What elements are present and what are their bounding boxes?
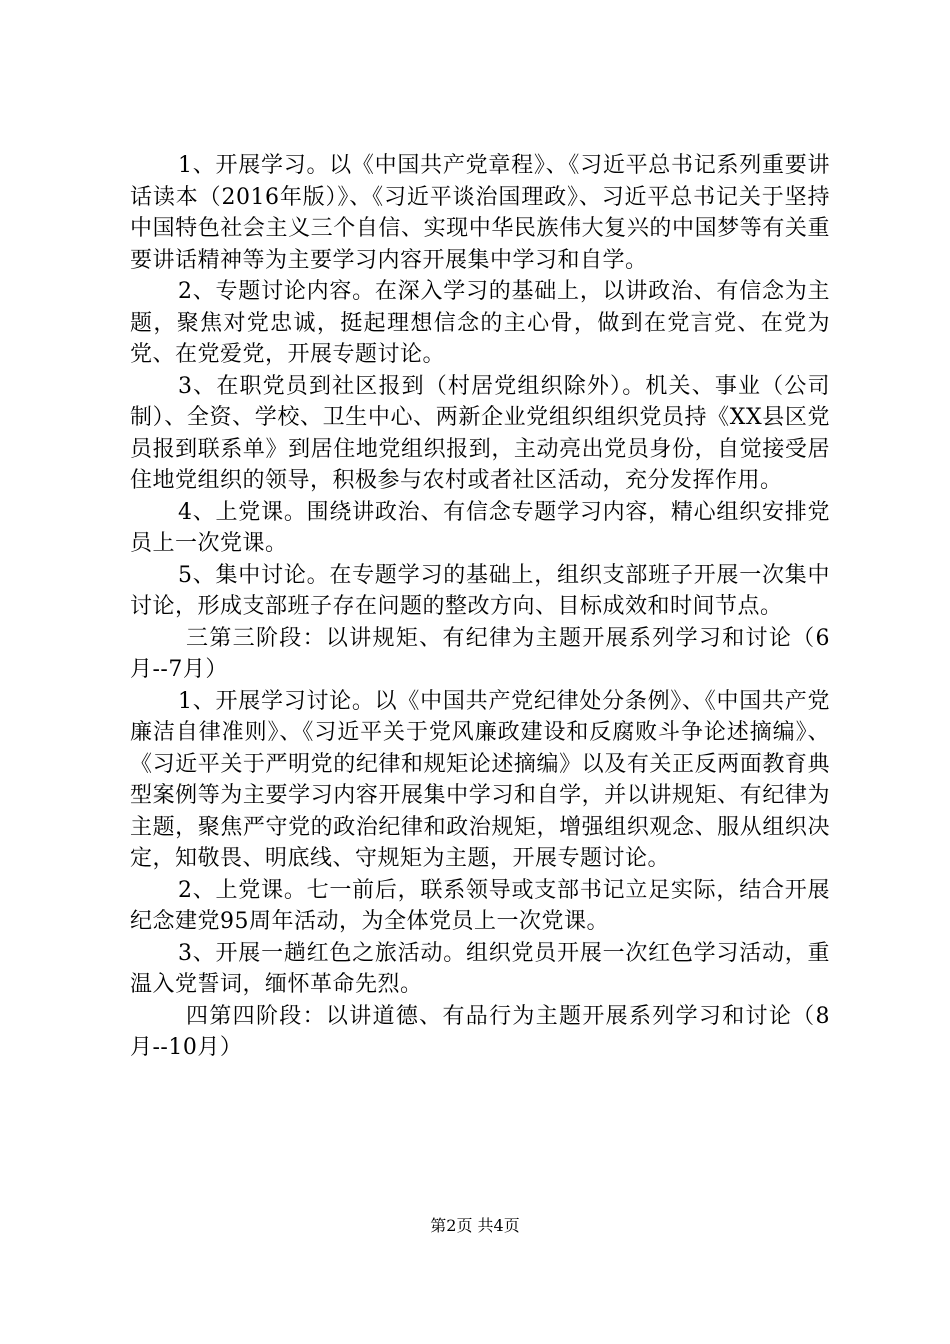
page-number-footer: 第2页 共4页 xyxy=(430,1216,520,1235)
paragraph-study: 1、开展学习。以《中国共产党章程》、《习近平总书记系列重要讲话读本（2016年版）》、《习近平谈治国理政》、习近平总书记关于坚持中国特色社会主义三个自信、实现中华民族伟大复兴的中国梦等有关重要讲话精神等为主要学习内容开展集中学习和自学。 xyxy=(130,153,830,273)
paragraph-party-lesson-july: 2、上党课。七一前后，联系领导或支部书记立足实际，结合开展纪念建党95周年活动，为全体党员上一次党课。 xyxy=(130,877,830,934)
paragraph-study-discussion: 1、开展学习讨论。以《中国共产党纪律处分条例》、《中国共产党廉洁自律准则》、《习近平关于党风廉政建设和反腐败斗争论述摘编》、《习近平关于严明党的纪律和规矩论述摘编》以及有关正反两面教育典型案例等为主要学习内容开展集中学习和自学，并以讲规矩、有纪律为主题，聚焦严守党的政治纪律和政治规矩，增强组织观念、服从组织决定，知敬畏、明底线、守规矩为主题，开展专题讨论。 xyxy=(130,688,830,871)
paragraph-red-tour: 3、开展一趟红色之旅活动。组织党员开展一次红色学习活动，重温入党誓词，缅怀革命先烈。 xyxy=(130,940,830,997)
paragraph-group-discussion: 5、集中讨论。在专题学习的基础上，组织支部班子开展一次集中讨论，形成支部班子存在问题的整改方向、目标成效和时间节点。 xyxy=(130,562,830,619)
section-heading-stage-three: 三第三阶段：以讲规矩、有纪律为主题开展系列学习和讨论（6月--7月） xyxy=(130,625,830,682)
section-heading-stage-four: 四第四阶段：以讲道德、有品行为主题开展系列学习和讨论（8月--10月） xyxy=(130,1003,830,1060)
document-body xyxy=(130,150,830,1064)
paragraph-topic-discussion: 2、专题讨论内容。在深入学习的基础上，以讲政治、有信念为主题，聚焦对党忠诚，挺起理想信念的主心骨，做到在党言党、在党为党、在党爱党，开展专题讨论。 xyxy=(130,279,830,367)
paragraph-party-lesson: 4、上党课。围绕讲政治、有信念专题学习内容，精心组织安排党员上一次党课。 xyxy=(130,499,830,556)
paragraph-community-report: 3、在职党员到社区报到（村居党组织除外）。机关、事业（公司制）、全资、学校、卫生中心、两新企业党组织组织党员持《XX县区党员报到联系单》到居住地党组织报到，主动亮出党员身份，自觉接受居住地党组织的领导，积极参与农村或者社区活动，充分发挥作用。 xyxy=(130,373,830,493)
